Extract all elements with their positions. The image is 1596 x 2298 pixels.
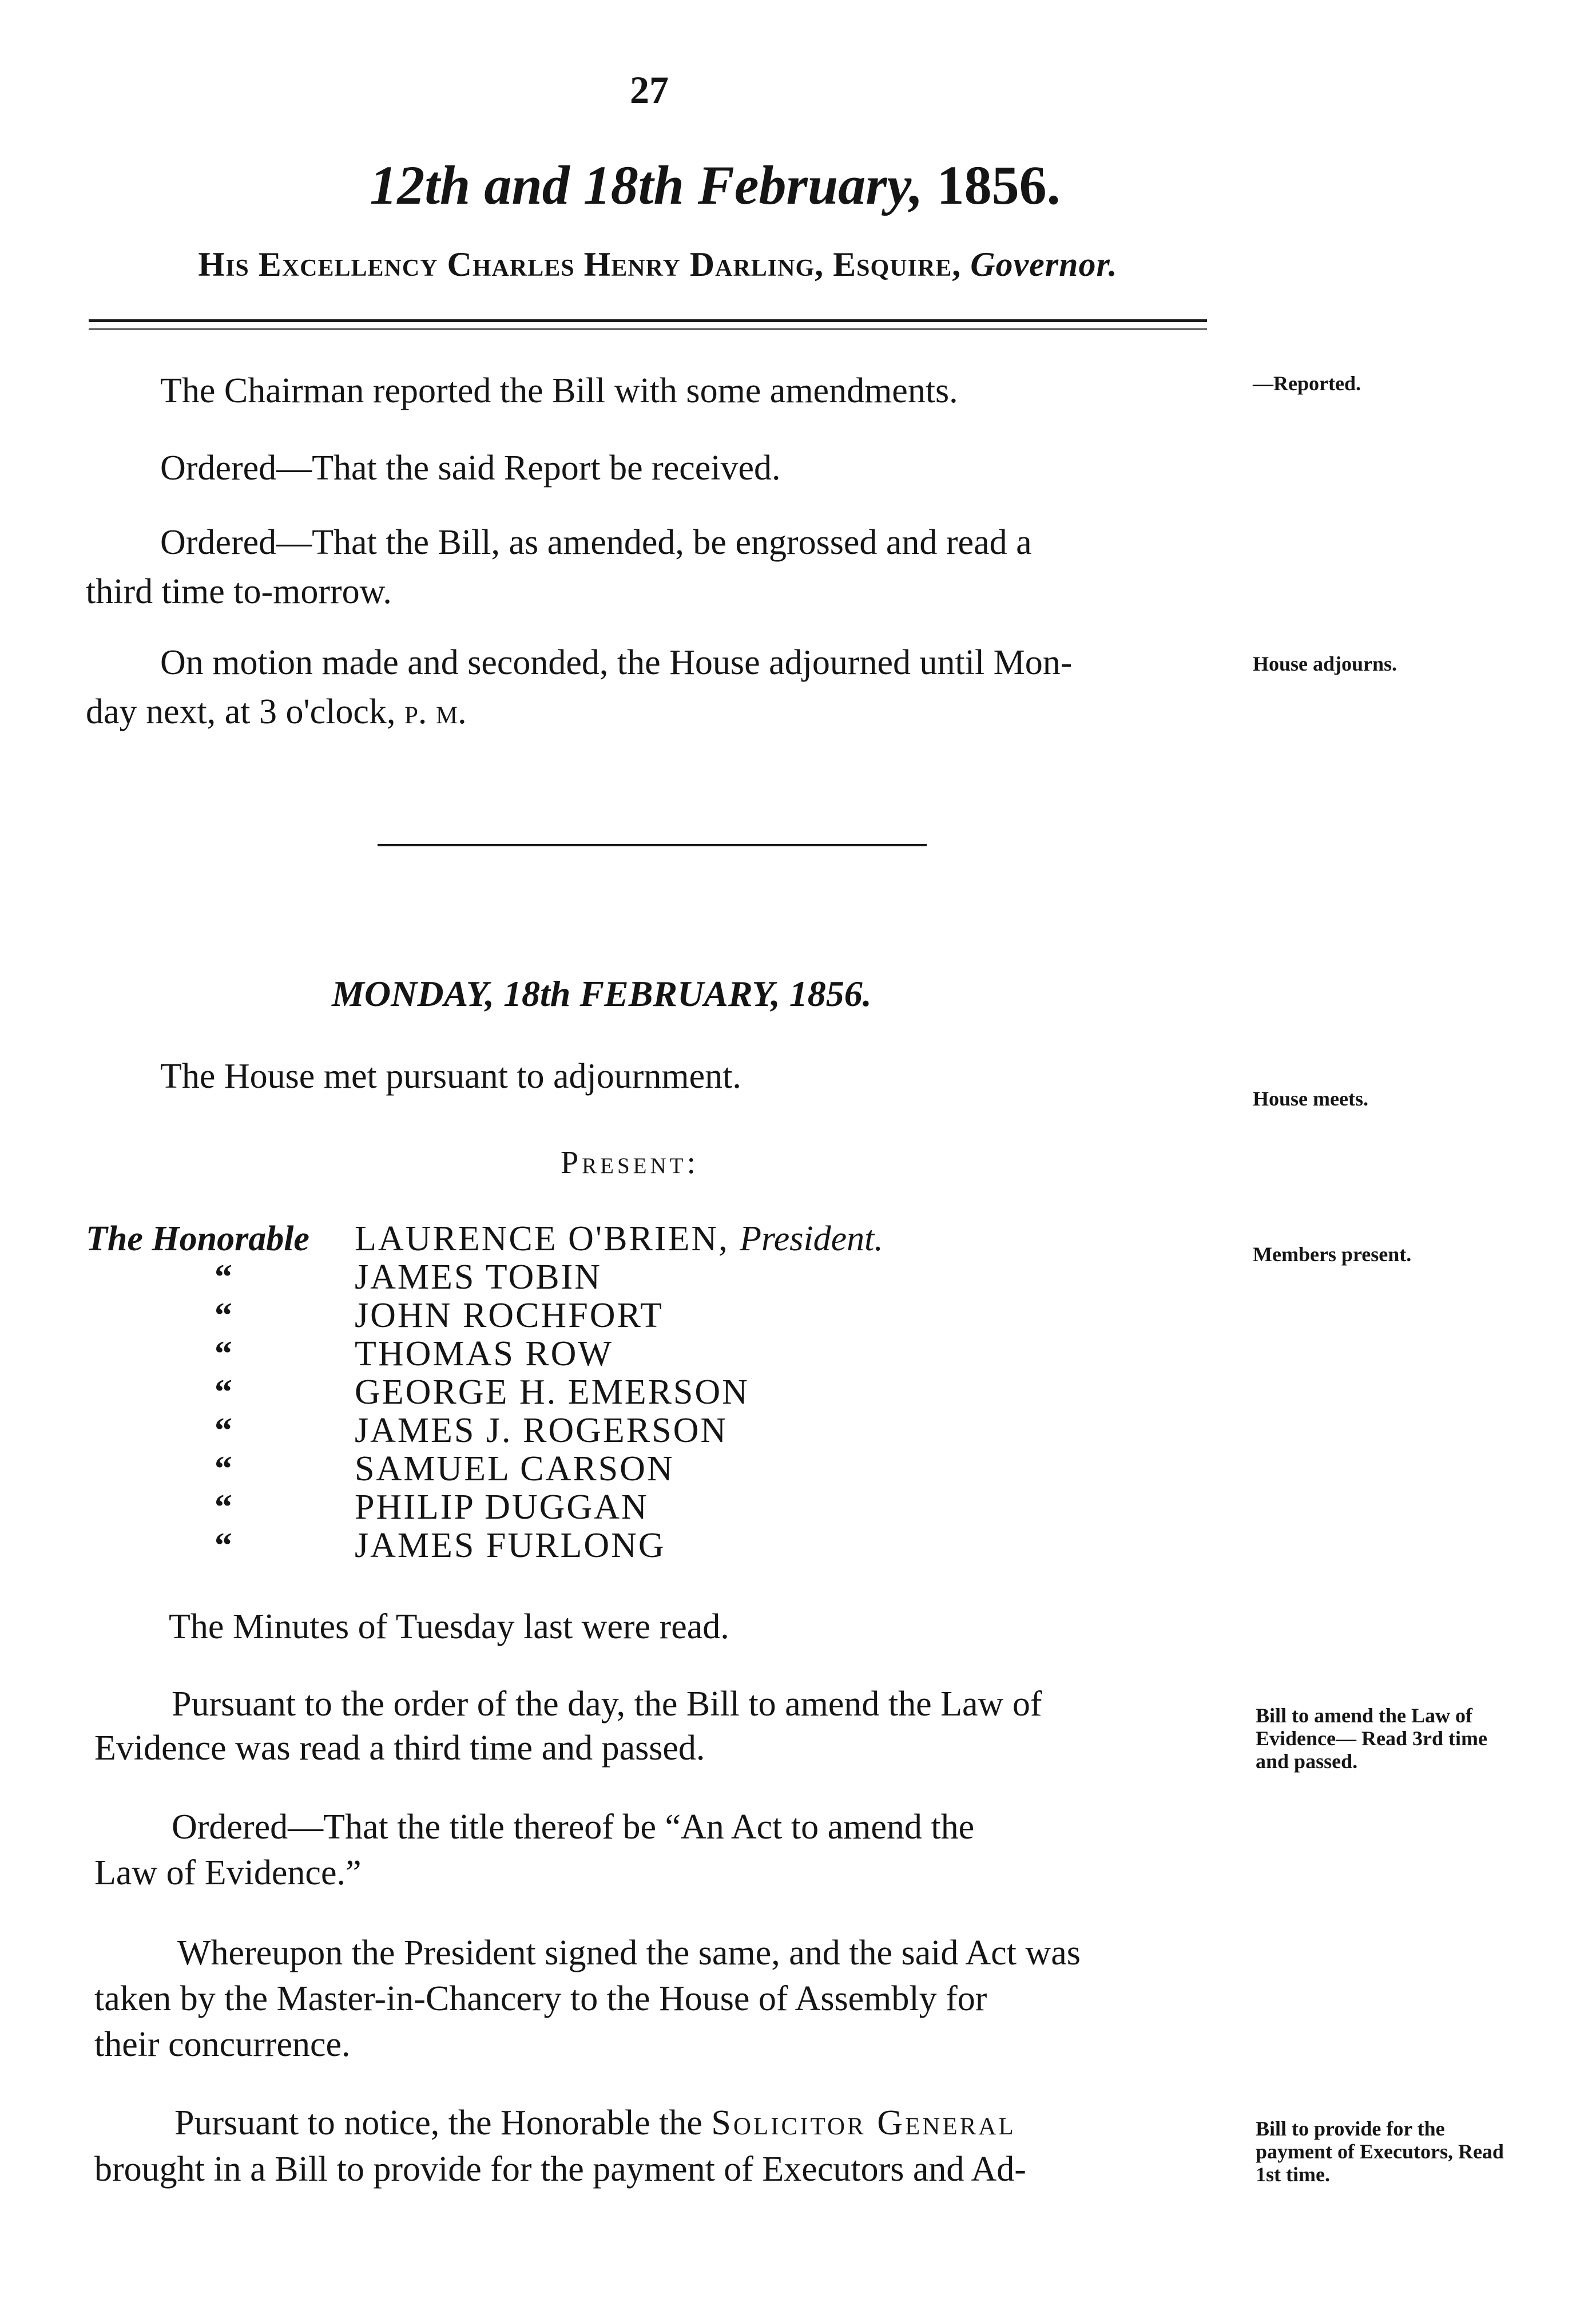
header-rule-thick [89, 319, 1207, 322]
title-ordinal-2: 18th [583, 154, 684, 216]
title-ordinal-1: 12th [370, 154, 471, 216]
ditto-mark: “ [215, 1449, 232, 1488]
margin-note-house-meets: House meets. [1253, 1087, 1368, 1110]
paragraph-notice-line-2: brought in a Bill to provide for the payment of Executors and Ad- [94, 2150, 1026, 2189]
member-row [86, 1257, 1058, 1296]
member-row [86, 1334, 1058, 1373]
governor-line [86, 245, 1230, 284]
paragraph-engrossed-line-2: third time to-morrow. [86, 572, 392, 611]
member-row [86, 1449, 1058, 1488]
governor-esquire: Esquire, [833, 245, 962, 283]
member-name: JAMES FURLONG [355, 1526, 666, 1565]
title-and: and [484, 154, 570, 216]
paragraph-minutes-read: The Minutes of Tuesday last were read. [169, 1607, 729, 1646]
governor-name: Charles Henry Darling, [447, 245, 824, 283]
paragraph-adjourned-line-2: day next, at 3 o'clock, p. m. [86, 692, 467, 731]
ditto-mark: “ [215, 1373, 232, 1412]
paragraph-title-line-1: Ordered—That the title thereof be “An Act to amend the [172, 1808, 975, 1847]
member-row [86, 1295, 1058, 1334]
paragraph-adjourned-line-1: On motion made and seconded, the House adjourned until Mon- [160, 643, 1073, 682]
paragraph-evidence-line-1: Pursuant to the order of the day, the Bill to amend the Law of [172, 1685, 1042, 1724]
governor-excellency: Excellency [258, 245, 438, 283]
paragraph-signed-line-3: their concurrence. [94, 2025, 351, 2064]
member-name: LAURENCE O'BRIEN, President. [355, 1219, 883, 1258]
member-row [86, 1526, 1058, 1564]
member-name: GEORGE H. EMERSON [355, 1373, 749, 1412]
margin-note-evidence-bill: Bill to amend the Law of Evidence— Read 3rd time and passed. [1256, 1704, 1487, 1773]
paragraph-signed-line-1: Whereupon the President signed the same, and the said Act was [177, 1934, 1081, 1972]
paragraph-house-met: The House met pursuant to adjournment. [160, 1057, 741, 1096]
ditto-mark: “ [215, 1411, 232, 1450]
president-title: President. [740, 1219, 883, 1258]
ditto-mark: “ [215, 1334, 232, 1373]
member-name: SAMUEL CARSON [355, 1449, 674, 1488]
paragraph-engrossed-line-1: Ordered—That the Bill, as amended, be engrossed and read a [160, 523, 1032, 562]
member-row [86, 1487, 1058, 1526]
paragraph-signed-line-2: taken by the Master-in-Chancery to the House of Assembly for [94, 1979, 987, 2018]
present-heading: Present: [561, 1145, 700, 1180]
title-year: 1856. [936, 154, 1061, 216]
member-name: JAMES J. ROGERSON [355, 1411, 728, 1450]
member-name: JOHN ROCHFORT [355, 1296, 664, 1335]
solicitor-general: Solicitor General [711, 2103, 1016, 2142]
ditto-mark: “ [215, 1258, 232, 1297]
governor-role: Governor. [970, 245, 1118, 283]
title-month: February, [697, 154, 923, 216]
member-name: THOMAS ROW [355, 1334, 613, 1373]
paragraph-chairman-reported: The Chairman reported the Bill with some amendments. [160, 371, 958, 410]
header-rule-thin [89, 328, 1207, 330]
member-name: JAMES TOBIN [355, 1258, 602, 1297]
paragraph-evidence-line-2: Evidence was read a third time and passed. [94, 1729, 705, 1768]
section-divider [378, 844, 927, 846]
member-row [86, 1372, 1058, 1411]
date-heading: MONDAY, 18th FEBRUARY, 1856. [332, 973, 872, 1014]
honorable-prefix: The Honorable [86, 1219, 309, 1258]
page-title [172, 153, 1258, 217]
member-name: PHILIP DUGGAN [355, 1488, 649, 1527]
paragraph-notice-line-1: Pursuant to notice, the Honorable the Solicitor General [174, 2103, 1016, 2142]
page-number: 27 [630, 68, 669, 112]
paragraph-title-line-2: Law of Evidence.” [94, 1853, 362, 1892]
paragraph-report-received: Ordered—That the said Report be received. [160, 449, 781, 488]
margin-note-members-present: Members present. [1253, 1243, 1412, 1266]
margin-note-executors-bill: Bill to provide for the payment of Executors, Read 1st time. [1256, 2117, 1504, 2186]
ditto-mark: “ [215, 1296, 232, 1335]
ditto-mark: “ [215, 1488, 232, 1527]
member-row [86, 1219, 1058, 1258]
margin-note-house-adjourns: House adjourns. [1253, 652, 1398, 675]
ditto-mark: “ [215, 1526, 232, 1565]
member-row [86, 1411, 1058, 1449]
governor-his: His [198, 245, 249, 283]
margin-note-reported: —Reported. [1253, 372, 1361, 395]
